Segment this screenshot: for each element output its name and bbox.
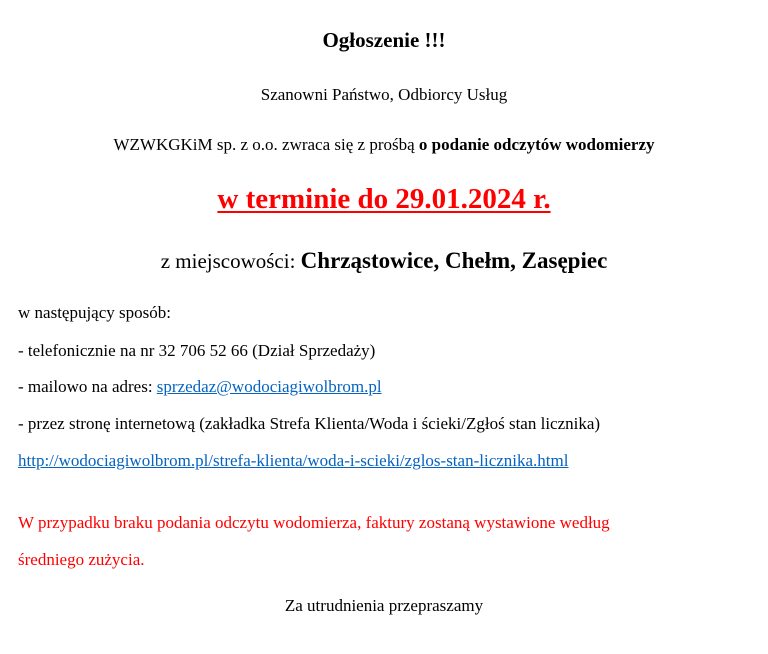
- method-phone: - telefonicznie na nr 32 706 52 66 (Dział Sprzedaży): [18, 341, 376, 360]
- page-title: Ogłoszenie !!!: [322, 28, 446, 52]
- towns-names: Chrząstowice, Chełm, Zasępiec: [300, 248, 608, 273]
- methods-intro: w następujący sposób:: [18, 303, 171, 322]
- warning-line-2: średniego zużycia.: [18, 550, 145, 569]
- closing-line: Za utrudnienia przepraszamy: [284, 596, 484, 615]
- towns-line: [0, 248, 768, 274]
- method-email-prefix: - mailowo na adres:: [18, 377, 157, 396]
- deadline-heading: w terminie do 29.01.2024 r.: [217, 183, 551, 215]
- email-link[interactable]: sprzedaz@wodociagiwolbrom.pl: [156, 377, 382, 396]
- request-line: [0, 135, 768, 155]
- request-prefix: WZWKGKiM sp. z o.o. zwraca się z prośbą: [113, 135, 419, 154]
- request-emphasis: o podanie odczytów wodomierzy: [418, 135, 655, 154]
- web-url-link[interactable]: http://wodociagiwolbrom.pl/strefa-klienta/woda-i-scieki/zglos-stan-licznika.html: [18, 451, 569, 470]
- web-url-line: [18, 451, 568, 471]
- greeting-line: Szanowni Państwo, Odbiorcy Usług: [260, 85, 508, 104]
- method-email: [18, 377, 382, 397]
- warning-line-1: W przypadku braku podania odczytu wodomierza, faktury zostaną wystawione według: [18, 513, 610, 532]
- towns-prefix: z miejscowości:: [160, 249, 301, 273]
- method-web: - przez stronę internetową (zakładka Strefa Klienta/Woda i ścieki/Zgłoś stan licznika): [18, 414, 601, 433]
